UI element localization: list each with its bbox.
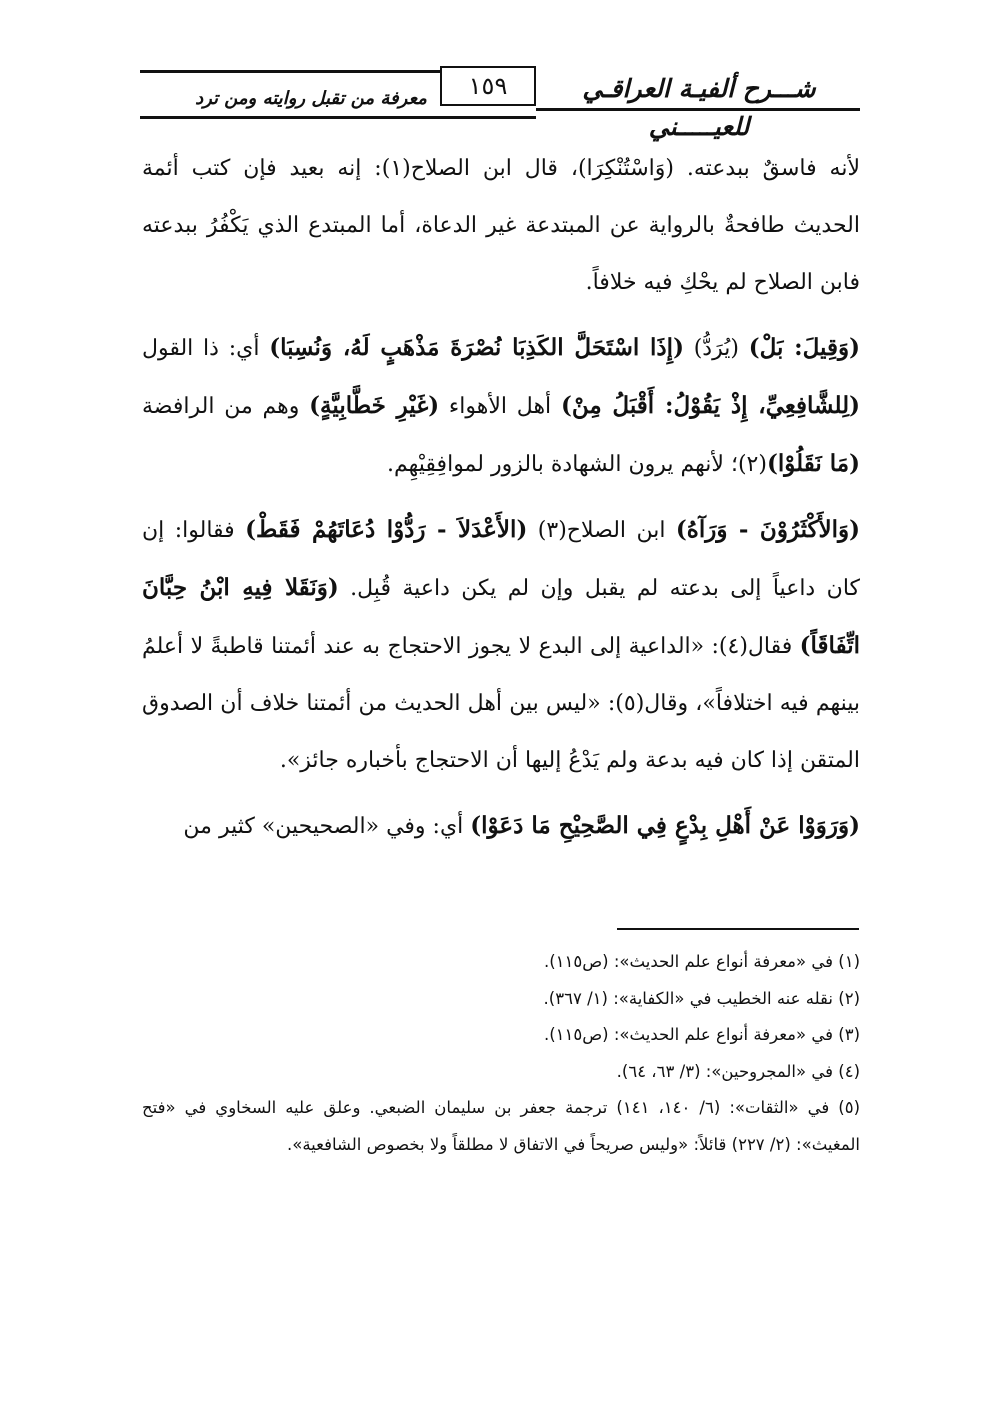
chapter-title: معرفة من تقبل روايته ومن ترد <box>195 88 427 109</box>
commentary-text: (٢)؛ لأنهم يرون الشهادة بالزور لموافِقِيْهِم. <box>387 452 767 477</box>
commentary-text: أهل الأهواء <box>439 394 561 419</box>
footnote-4: (٤) في «المجروحين»: (٣/ ٦٣، ٦٤). <box>616 1061 860 1081</box>
page-number: ١٥٩ <box>440 66 536 106</box>
verse-quote: (وَنَقَلا فِيهِ ابْنُ حِبَّانَ اتِّفَاقَاً) <box>142 574 860 659</box>
verse-quote: (وَرَوَوْا عَنْ أَهْلِ بِدْعٍ فِي الصَّحِيْحِ مَا دَعَوْا) <box>470 812 860 839</box>
commentary-text: فقال(٤): «الداعية إلى البدع لا يجوز الاحتجاج به عند أئمتنا قاطبةً لا أعلمُ بينهم فيه اختلافاً»، وقال(٥): «ليس بين أهل الحديث من أئمتنا خلاف أن الصدوق المتقن إذا كان فيه بدعة ولم يَدْعُ إليها أن الاحتجاج بأخباره جائز». <box>142 634 861 773</box>
footnote-separator <box>617 928 859 930</box>
footnote-1: (١) في «معرفة أنواع علم الحديث»: (ص١١٥). <box>543 952 860 971</box>
commentary-text: فقالوا: إن كان داعياً إلى بدعته لم يقبل وإن لم يكن داعية قُبِل. <box>142 518 860 601</box>
header-rule-right <box>536 108 860 111</box>
verse-quote: (لِلشَّافِعِيِّ، إِذْ يَقُوْلُ: أَقْبَلُ مِنْ) <box>560 392 861 419</box>
book-title: شـــرح ألفيـة العراقـي للعيـــــني <box>582 74 816 141</box>
paragraph-4 <box>142 797 860 855</box>
header-rule-top <box>140 70 440 73</box>
commentary-text: وهم من الرافضة <box>142 394 310 419</box>
footnotes <box>142 944 860 1163</box>
verse-quote: (إِذَا اسْتَحَلَّ الكَذِبَا نُصْرَةَ مَذْهَبٍ لَهُ، وَنُسِبَا) <box>269 334 684 361</box>
header-rule-bottom <box>140 116 536 119</box>
commentary-text: (يُرَدُّ) <box>683 336 749 361</box>
paragraph-1: لأنه فاسقٌ ببدعته. (وَاسْتُنْكِرَا)، قال ابن الصلاح(١): إنه بعيد فإن كتب أئمة الحديث طافحةٌ بالرواية عن المبتدعة غير الدعاة، أما المبتدع الذي يَكْفُرُ ببدعته فابن الصلاح لم يحْكِ فيه خلافاً. <box>142 156 860 295</box>
commentary-text: أي: ذا القول <box>142 336 270 361</box>
verse-quote: (وَالأَكْثَرُوْنَ - وَرَآهُ) <box>675 516 861 543</box>
commentary-text: أي: وفي «الصحيحين» كثير من <box>183 814 471 839</box>
commentary-text: ابن الصلاح(٣) <box>527 518 676 543</box>
verse-quote: (مَا نَقَلُوْا) <box>766 450 860 477</box>
verse-quote: (وَقِيلَ: بَلْ) <box>748 334 860 361</box>
footnote-3: (٣) في «معرفة أنواع علم الحديث»: (ص١١٥). <box>543 1025 860 1044</box>
running-header <box>140 66 860 141</box>
paragraph-3 <box>142 501 860 789</box>
footnote-5: (٥) في «الثقات»: (٦/ ١٤٠، ١٤١) ترجمة جعفر بن سليمان الضبعي. وعلق عليه السخاوي في «فتح المغيث»: (٢/ ٢٢٧) قائلاً: «وليس صريحاً في الاتفاق لا مطلقاً ولا بخصوص الشافعية». <box>142 1098 861 1154</box>
verse-quote: (غَيْرِ خَطَّابِيَّةٍ) <box>309 392 440 419</box>
main-text <box>142 140 860 863</box>
footnote-2: (٢) نقله عنه الخطيب في «الكفاية»: (١/ ٣٦٧). <box>543 988 860 1008</box>
verse-quote: (الأَعْدَلاَ - رَدُّوْا دُعَاتَهُمْ فَقَطْ) <box>245 516 528 543</box>
paragraph-2 <box>142 319 860 493</box>
